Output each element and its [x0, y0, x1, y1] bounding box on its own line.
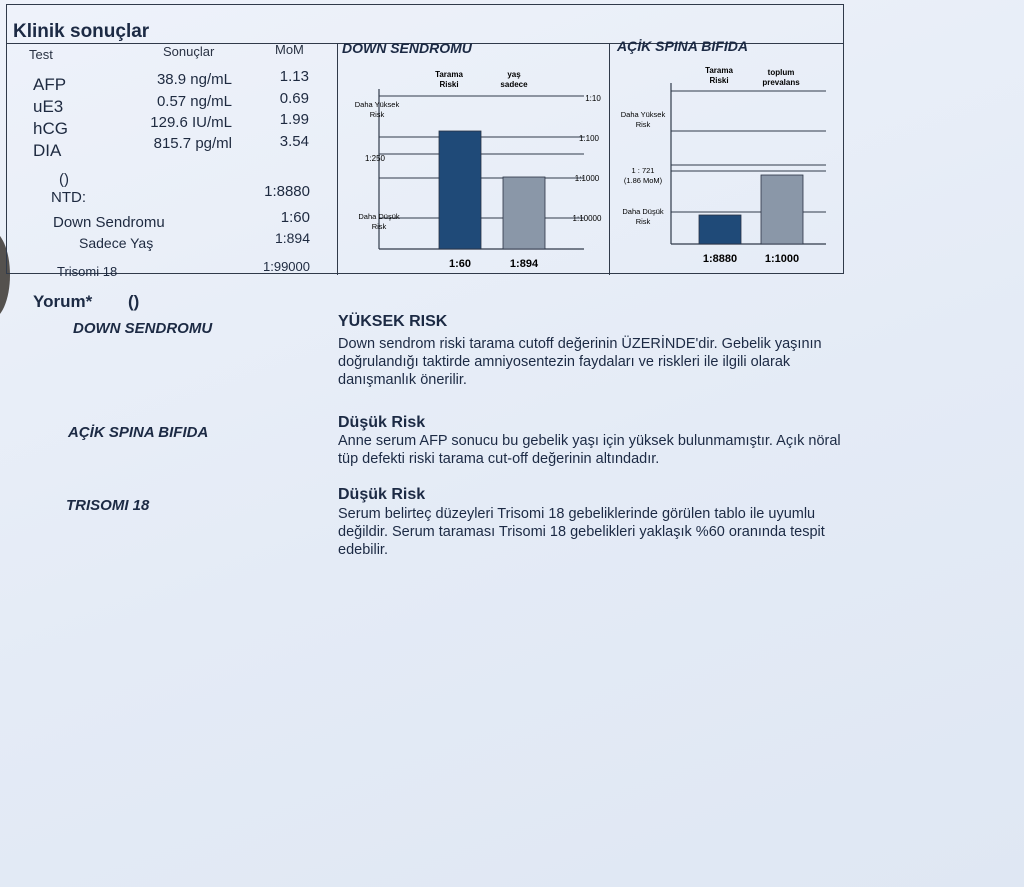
bar-screening-risk	[699, 215, 741, 244]
comment-category: TRISOMI 18	[66, 497, 150, 514]
comment-text: Anne serum AFP sonucu bu gebelik yaşı için yüksek bulunmamıştır. Açık nöral tüp defekti riski tarama cut-off değerinin altındadır.	[338, 433, 841, 467]
high-risk-label: Risk	[635, 120, 651, 129]
comment-category: DOWN SENDROMU	[73, 320, 213, 337]
ntd-value: 1:8880	[264, 183, 310, 200]
category-label: yaş	[507, 70, 521, 79]
down-chart-title: DOWN SENDROMU	[342, 40, 472, 56]
test-name: hCG	[33, 119, 68, 138]
bar-population-prevalence	[761, 175, 803, 244]
comment-label: Yorum*	[33, 292, 93, 311]
tick-label: 1:10000	[572, 214, 602, 223]
category-label: sadece	[500, 80, 528, 89]
bar-screening-risk	[439, 131, 481, 249]
low-risk-label: Daha Düşük	[622, 207, 664, 216]
cutoff-label: 1 : 721	[631, 166, 655, 175]
clinical-results-frame	[6, 4, 844, 279]
header-mom: MoM	[275, 42, 304, 57]
ntd-chart	[611, 59, 843, 269]
comment-heading: Düşük Risk	[338, 486, 426, 503]
age-value: 1:894	[274, 230, 310, 246]
down-chart	[339, 61, 609, 271]
bar-age-only	[503, 177, 545, 249]
tick-label: 1:250	[364, 154, 386, 163]
down-label: Down Sendromu	[53, 214, 165, 231]
t18-label: Trisomi 18	[57, 264, 118, 279]
tick-label: 1:10	[585, 94, 601, 103]
comment-paren: ()	[128, 292, 140, 311]
category-label: Tarama	[435, 70, 463, 79]
category-label: Riski	[709, 76, 729, 85]
header-results: Sonuçlar	[163, 44, 215, 59]
header-test: Test	[29, 47, 53, 62]
tick-label: 1:1000	[574, 174, 600, 183]
test-value: 815.7 pg/ml	[153, 135, 232, 152]
test-value: 0.57 ng/mL	[156, 93, 232, 110]
cutoff-mom-label: (1.86 MoM)	[623, 176, 663, 185]
comment-category: AÇİK SPINA BIFIDA	[68, 424, 209, 441]
high-risk-label: Daha Yüksek	[620, 110, 666, 119]
test-mom: 0.69	[279, 90, 309, 107]
test-name: uE3	[33, 97, 64, 116]
bar-value-label: 1:8880	[702, 253, 738, 265]
category-label: toplum	[767, 68, 795, 77]
bar-value-label: 1:894	[509, 258, 539, 270]
category-label: Riski	[439, 80, 459, 89]
comment-text: Down sendrom riski tarama cutoff değerinin ÜZERİNDE'dir. Gebelik yaşının doğrulandığı taktirde amniyosentezin faydaları ve riskleri ile ilgili olarak danışmanlık önerilir.	[338, 336, 822, 388]
nTD-chart-title: AÇİK SPINA BIFIDA	[617, 38, 748, 54]
t18-value: 1:99000	[263, 259, 310, 274]
test-mom: 3.54	[279, 133, 309, 150]
results-paren: ()	[59, 171, 69, 188]
low-risk-label: Risk	[635, 217, 651, 226]
comment-heading: Düşük Risk	[338, 414, 426, 431]
test-mom: 1.99	[279, 111, 309, 128]
comment-heading: YÜKSEK RISK	[338, 313, 448, 330]
divider-1	[337, 43, 338, 275]
test-name: DIA	[33, 141, 62, 160]
high-risk-label: Daha Yüksek	[354, 100, 400, 109]
down-value: 1:60	[280, 209, 310, 226]
category-label: prevalans	[762, 78, 800, 87]
test-value: 38.9 ng/mL	[156, 71, 232, 88]
bar-value-label: 1:1000	[764, 253, 800, 265]
divider-2	[609, 43, 610, 275]
test-mom: 1.13	[279, 68, 309, 85]
age-label: Sadece Yaş	[79, 235, 154, 251]
category-label: Tarama	[705, 66, 733, 75]
test-name: AFP	[33, 75, 67, 94]
test-value: 129.6 IU/mL	[150, 114, 232, 131]
high-risk-label: Risk	[369, 110, 385, 119]
tick-label: 1:100	[578, 134, 600, 143]
ntd-label: NTD:	[51, 189, 86, 206]
comment-text: Serum belirteç düzeyleri Trisomi 18 gebeliklerinde görülen tablo ile uyumlu değildir. Serum taraması Trisomi 18 gebelikleri yaklaşık %60 oranında tespit edebilir.	[338, 506, 825, 558]
bar-value-label: 1:60	[448, 258, 472, 270]
low-risk-label: Risk	[371, 222, 387, 231]
page-title: Klinik sonuçlar	[13, 21, 150, 42]
low-risk-label: Daha Düşük	[358, 212, 400, 221]
